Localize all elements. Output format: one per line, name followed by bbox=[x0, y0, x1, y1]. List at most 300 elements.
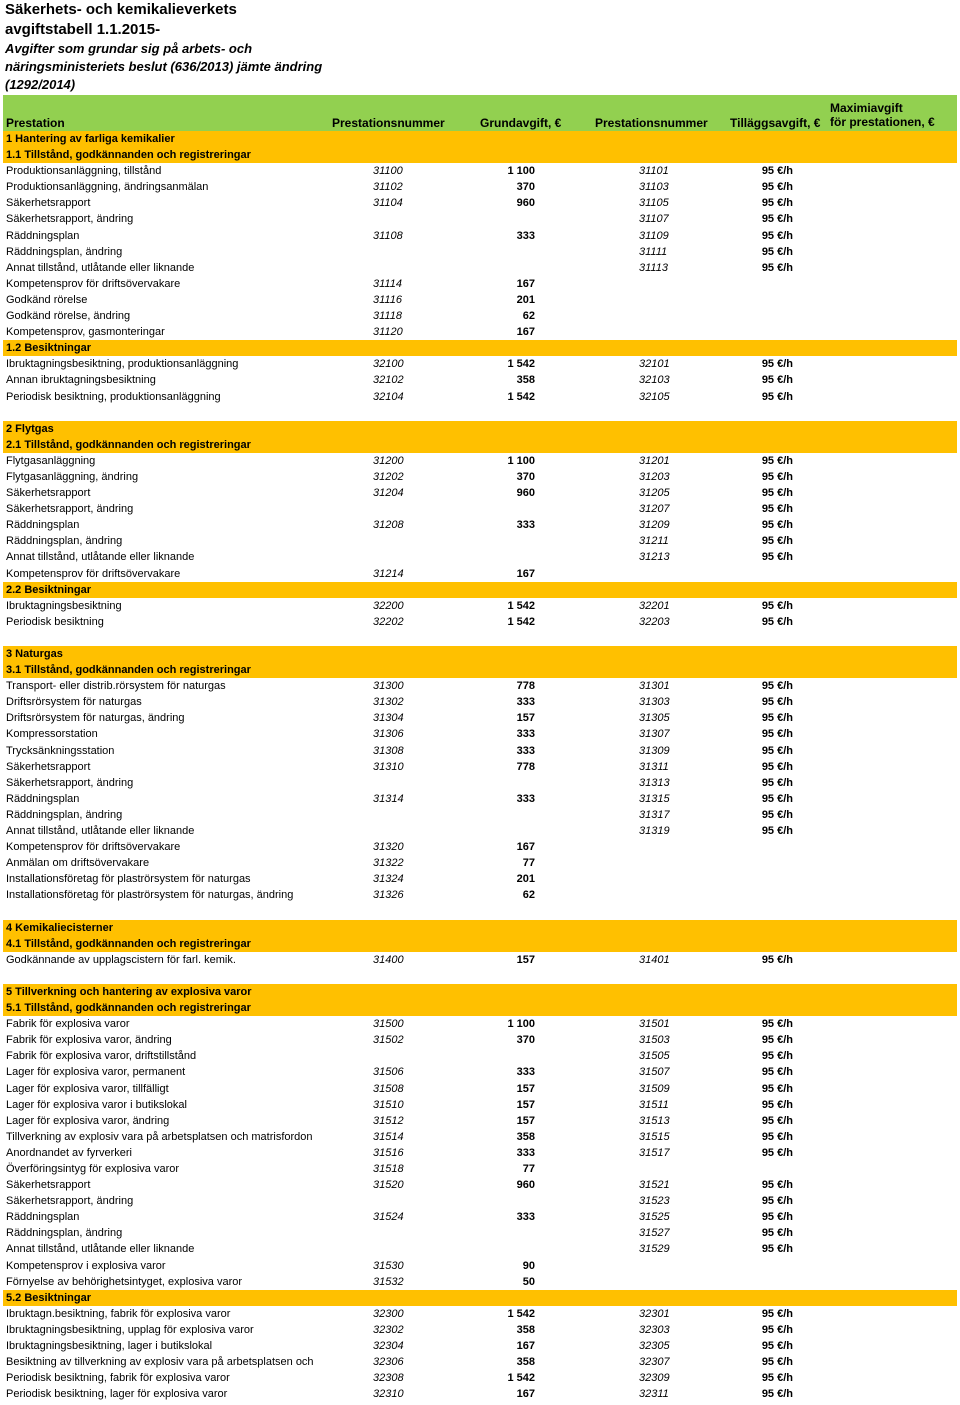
table-row bbox=[3, 839, 957, 855]
tillaggsavgift-cell: 95 €/h bbox=[761, 1114, 793, 1127]
prestationsnummer-cell: 31304 bbox=[373, 712, 404, 725]
prestationsnummer-2-cell: 31315 bbox=[639, 792, 670, 805]
grundavgift-cell: 1 542 bbox=[507, 1372, 535, 1385]
prestationsnummer-2-cell: 31207 bbox=[639, 503, 670, 516]
table-row bbox=[3, 823, 957, 839]
prestation-cell: Transport- eller distrib.rörsystem för naturgas bbox=[6, 680, 226, 693]
tillaggsavgift-cell: 95 €/h bbox=[761, 1018, 793, 1031]
prestationsnummer-cell: 31524 bbox=[373, 1211, 404, 1224]
table-row bbox=[3, 598, 957, 614]
prestationsnummer-2-cell: 32303 bbox=[639, 1323, 670, 1336]
subsection-title: 2.2 Besiktningar bbox=[6, 583, 91, 596]
grundavgift-cell: 157 bbox=[516, 712, 535, 725]
prestation-cell: Säkerhetsrapport, ändring bbox=[6, 213, 134, 226]
prestation-cell: Räddningsplan, ändring bbox=[6, 245, 123, 258]
table-row bbox=[3, 775, 957, 791]
tillaggsavgift-cell: 95 €/h bbox=[761, 261, 793, 274]
prestation-cell: Besiktning av tillverkning av explosiv vara på arbetsplatsen och bbox=[6, 1356, 314, 1369]
grundavgift-cell: 333 bbox=[516, 696, 535, 709]
prestation-cell: Räddningsplan bbox=[6, 792, 80, 805]
grundavgift-cell: 77 bbox=[522, 857, 535, 870]
prestationsnummer-cell: 32104 bbox=[373, 390, 404, 403]
tillaggsavgift-cell: 95 €/h bbox=[761, 953, 793, 966]
section-heading bbox=[3, 984, 957, 1000]
table-row bbox=[3, 179, 957, 195]
table-row bbox=[3, 276, 957, 292]
prestationsnummer-2-cell: 31211 bbox=[639, 535, 669, 548]
table-row bbox=[3, 726, 957, 742]
prestationsnummer-cell: 31114 bbox=[373, 277, 402, 290]
tillaggsavgift-cell: 95 €/h bbox=[761, 599, 793, 612]
prestation-cell: Godkänd rörelse bbox=[6, 293, 88, 306]
prestationsnummer-2-cell: 31107 bbox=[639, 213, 669, 226]
prestationsnummer-2-cell: 32307 bbox=[639, 1356, 670, 1369]
tillaggsavgift-cell: 95 €/h bbox=[761, 454, 793, 467]
section-heading bbox=[3, 920, 957, 936]
grundavgift-cell: 1 100 bbox=[507, 1018, 535, 1031]
grundavgift-cell: 157 bbox=[516, 953, 535, 966]
prestation-cell: Säkerhetsrapport bbox=[6, 1179, 91, 1192]
prestation-cell: Räddningsplan, ändring bbox=[6, 535, 123, 548]
table-row bbox=[3, 566, 957, 582]
prestationsnummer-2-cell: 31103 bbox=[639, 181, 669, 194]
grundavgift-cell: 1 542 bbox=[507, 358, 535, 371]
table-row bbox=[3, 1225, 957, 1241]
table-row bbox=[3, 1274, 957, 1290]
prestation-cell: Driftsrörsystem för naturgas bbox=[6, 696, 142, 709]
prestation-cell: Annat tillstånd, utlåtande eller liknande bbox=[6, 261, 195, 274]
table-row bbox=[3, 678, 957, 694]
grundavgift-cell: 370 bbox=[516, 470, 535, 483]
prestation-cell: Fabrik för explosiva varor, ändring bbox=[6, 1034, 172, 1047]
table-row bbox=[3, 453, 957, 469]
prestationsnummer-cell: 31208 bbox=[373, 519, 404, 532]
prestation-cell: Godkännande av upplagscistern för farl. kemik. bbox=[6, 953, 236, 966]
table-row bbox=[3, 1161, 957, 1177]
prestationsnummer-2-cell: 31309 bbox=[639, 744, 670, 757]
grundavgift-cell: 358 bbox=[516, 374, 535, 387]
grundavgift-cell: 50 bbox=[522, 1275, 535, 1288]
table-row bbox=[3, 1064, 957, 1080]
prestation-cell: Lager för explosiva varor, ändring bbox=[6, 1114, 170, 1127]
prestationsnummer-2-cell: 31205 bbox=[639, 487, 670, 500]
subsection-heading bbox=[3, 662, 957, 678]
prestationsnummer-2-cell: 31529 bbox=[639, 1243, 670, 1256]
prestation-cell: Ibruktagningsbesiktning, produktionsanläggning bbox=[6, 358, 239, 371]
prestationsnummer-cell: 31506 bbox=[373, 1066, 404, 1079]
prestationsnummer-2-cell: 31505 bbox=[639, 1050, 670, 1063]
prestation-cell: Trycksänkningsstation bbox=[6, 744, 115, 757]
prestationsnummer-2-cell: 32203 bbox=[639, 615, 670, 628]
prestationsnummer-cell: 31510 bbox=[373, 1098, 404, 1111]
prestation-cell: Annat tillstånd, utlåtande eller liknande bbox=[6, 825, 195, 838]
table-row bbox=[3, 855, 957, 871]
prestation-cell: Lager för explosiva varor, tillfälligt bbox=[6, 1082, 169, 1095]
prestation-cell: Periodisk besiktning bbox=[6, 615, 104, 628]
tillaggsavgift-cell: 95 €/h bbox=[761, 1050, 793, 1063]
prestationsnummer-cell: 31200 bbox=[373, 454, 404, 467]
prestationsnummer-2-cell: 32311 bbox=[639, 1388, 669, 1401]
prestationsnummer-cell: 31322 bbox=[373, 857, 404, 870]
subsection-title: 1.2 Besiktningar bbox=[6, 342, 91, 355]
prestationsnummer-2-cell: 31515 bbox=[639, 1130, 670, 1143]
prestationsnummer-2-cell: 31111 bbox=[639, 245, 668, 258]
prestation-cell: Räddningsplan bbox=[6, 1211, 80, 1224]
table-row bbox=[3, 791, 957, 807]
grundavgift-cell: 333 bbox=[516, 1146, 535, 1159]
prestationsnummer-cell: 31326 bbox=[373, 889, 404, 902]
prestationsnummer-cell: 31516 bbox=[373, 1146, 404, 1159]
table-row bbox=[3, 694, 957, 710]
tillaggsavgift-cell: 95 €/h bbox=[761, 470, 793, 483]
grundavgift-cell: 201 bbox=[516, 873, 535, 886]
prestation-cell: Driftsrörsystem för naturgas, ändring bbox=[6, 712, 185, 725]
tillaggsavgift-cell: 95 €/h bbox=[761, 744, 793, 757]
prestationsnummer-2-cell: 31201 bbox=[639, 454, 670, 467]
title-line-1: Säkerhets- och kemikalieverkets bbox=[5, 1, 237, 18]
prestationsnummer-2-cell: 31511 bbox=[639, 1098, 669, 1111]
tillaggsavgift-cell: 95 €/h bbox=[761, 374, 793, 387]
subsection-heading bbox=[3, 582, 957, 598]
prestation-cell: Kompressorstation bbox=[6, 728, 98, 741]
prestationsnummer-cell: 31400 bbox=[373, 953, 404, 966]
prestation-cell: Säkerhetsrapport, ändring bbox=[6, 776, 134, 789]
grundavgift-cell: 960 bbox=[516, 487, 535, 500]
prestation-cell: Annat tillstånd, utlåtande eller liknande bbox=[6, 1243, 195, 1256]
tillaggsavgift-cell: 95 €/h bbox=[761, 165, 793, 178]
prestationsnummer-cell: 31324 bbox=[373, 873, 404, 886]
grundavgift-cell: 370 bbox=[516, 1034, 535, 1047]
prestation-cell: Annan ibruktagningsbesiktning bbox=[6, 374, 156, 387]
prestationsnummer-2-cell: 31113 bbox=[639, 261, 668, 274]
grundavgift-cell: 370 bbox=[516, 181, 535, 194]
tillaggsavgift-cell: 95 €/h bbox=[761, 1227, 793, 1240]
prestationsnummer-cell: 31118 bbox=[373, 310, 402, 323]
table-row bbox=[3, 710, 957, 726]
spacer-row bbox=[3, 904, 957, 920]
prestation-cell: Kompetensprov, gasmonteringar bbox=[6, 326, 165, 339]
table-row bbox=[3, 1177, 957, 1193]
grundavgift-cell: 778 bbox=[516, 680, 535, 693]
prestationsnummer-cell: 31116 bbox=[373, 293, 402, 306]
tillaggsavgift-cell: 95 €/h bbox=[761, 696, 793, 709]
fee-table-body bbox=[3, 131, 957, 1402]
grundavgift-cell: 167 bbox=[516, 326, 535, 339]
grundavgift-cell: 1 100 bbox=[507, 454, 535, 467]
grundavgift-cell: 167 bbox=[516, 1388, 535, 1401]
prestationsnummer-cell: 31320 bbox=[373, 841, 404, 854]
prestation-cell: Periodisk besiktning, lager för explosiva varor bbox=[6, 1388, 228, 1401]
grundavgift-cell: 157 bbox=[516, 1098, 535, 1111]
grundavgift-cell: 333 bbox=[516, 519, 535, 532]
grundavgift-cell: 62 bbox=[522, 889, 535, 902]
tillaggsavgift-cell: 95 €/h bbox=[761, 808, 793, 821]
subsection-title: 5.1 Tillstånd, godkännanden och registreringar bbox=[6, 1002, 251, 1015]
prestation-cell: Räddningsplan bbox=[6, 229, 80, 242]
prestation-cell: Säkerhetsrapport bbox=[6, 487, 91, 500]
tillaggsavgift-cell: 95 €/h bbox=[761, 712, 793, 725]
tillaggsavgift-cell: 95 €/h bbox=[761, 181, 793, 194]
spacer-row bbox=[3, 405, 957, 421]
header-maximiavgift-line-2: för prestationen, € bbox=[830, 115, 935, 129]
tillaggsavgift-cell: 95 €/h bbox=[761, 1179, 793, 1192]
subtitle-line-1: Avgifter som grundar sig på arbets- och bbox=[5, 41, 253, 56]
grundavgift-cell: 333 bbox=[516, 792, 535, 805]
subsection-heading bbox=[3, 1000, 957, 1016]
table-row bbox=[3, 1354, 957, 1370]
grundavgift-cell: 62 bbox=[522, 310, 535, 323]
prestation-cell: Säkerhetsrapport bbox=[6, 760, 91, 773]
prestation-cell: Fabrik för explosiva varor, driftstillstånd bbox=[6, 1050, 197, 1063]
grundavgift-cell: 167 bbox=[516, 567, 535, 580]
table-row bbox=[3, 1306, 957, 1322]
table-row bbox=[3, 614, 957, 630]
prestationsnummer-cell: 31518 bbox=[373, 1163, 404, 1175]
prestation-cell: Ibruktagningsbesiktning, lager i butikslokal bbox=[6, 1340, 213, 1353]
table-row bbox=[3, 1241, 957, 1257]
grundavgift-cell: 333 bbox=[516, 728, 535, 741]
prestationsnummer-cell: 31512 bbox=[373, 1114, 404, 1127]
grundavgift-cell: 1 542 bbox=[507, 599, 535, 612]
tillaggsavgift-cell: 95 €/h bbox=[761, 213, 793, 226]
prestationsnummer-cell: 31308 bbox=[373, 744, 404, 757]
table-row bbox=[3, 1097, 957, 1113]
prestationsnummer-cell: 31532 bbox=[373, 1275, 404, 1288]
section-heading bbox=[3, 131, 957, 147]
prestation-cell: Ibruktagningsbesiktning, upplag för explosiva varor bbox=[6, 1323, 254, 1336]
tillaggsavgift-cell: 95 €/h bbox=[761, 535, 793, 548]
grundavgift-cell: 358 bbox=[516, 1356, 535, 1369]
prestationsnummer-2-cell: 32309 bbox=[639, 1372, 670, 1385]
prestationsnummer-2-cell: 31101 bbox=[639, 165, 669, 178]
tillaggsavgift-cell: 95 €/h bbox=[761, 1307, 793, 1320]
prestation-cell: Periodisk besiktning, fabrik för explosiva varor bbox=[6, 1372, 230, 1385]
prestation-cell: Installationsföretag för plaströrsystem för naturgas, ändring bbox=[6, 889, 294, 902]
table-row bbox=[3, 195, 957, 211]
title-line-2: avgiftstabell 1.1.2015- bbox=[5, 21, 161, 38]
prestation-cell: Lager för explosiva varor i butikslokal bbox=[6, 1098, 187, 1111]
prestationsnummer-cell: 31310 bbox=[373, 760, 404, 773]
prestationsnummer-2-cell: 31213 bbox=[639, 551, 670, 564]
prestationsnummer-cell: 32308 bbox=[373, 1372, 404, 1385]
subsection-title: 3.1 Tillstånd, godkännanden och registreringar bbox=[6, 664, 251, 677]
tillaggsavgift-cell: 95 €/h bbox=[761, 358, 793, 371]
prestationsnummer-2-cell: 32301 bbox=[639, 1307, 670, 1320]
prestationsnummer-cell: 31514 bbox=[373, 1130, 404, 1143]
prestationsnummer-cell: 31530 bbox=[373, 1259, 404, 1272]
table-row bbox=[3, 1386, 957, 1402]
tillaggsavgift-cell: 95 €/h bbox=[761, 825, 793, 838]
grundavgift-cell: 90 bbox=[522, 1259, 535, 1272]
table-row bbox=[3, 887, 957, 903]
grundavgift-cell: 1 542 bbox=[507, 390, 535, 403]
tillaggsavgift-cell: 95 €/h bbox=[761, 1372, 793, 1385]
prestation-cell: Anmälan om driftsövervakare bbox=[6, 857, 150, 870]
prestationsnummer-2-cell: 31109 bbox=[639, 229, 669, 242]
prestation-cell: Kompetensprov för driftsövervakare bbox=[6, 277, 181, 290]
table-row bbox=[3, 372, 957, 388]
header-prestationsnummer: Prestationsnummer bbox=[332, 116, 445, 130]
prestation-cell: Förnyelse av behörighetsintyget, explosiva varor bbox=[6, 1275, 243, 1288]
table-row bbox=[3, 1113, 957, 1129]
prestation-cell: Anordnandet av fyrverkeri bbox=[6, 1146, 132, 1159]
table-row bbox=[3, 759, 957, 775]
table-row bbox=[3, 807, 957, 823]
prestationsnummer-2-cell: 31509 bbox=[639, 1082, 670, 1095]
prestationsnummer-cell: 32300 bbox=[373, 1307, 404, 1320]
table-row bbox=[3, 871, 957, 887]
subtitle-line-2: näringsministeriets beslut (636/2013) jämte ändring bbox=[5, 59, 323, 74]
table-row bbox=[3, 469, 957, 485]
prestationsnummer-2-cell: 32105 bbox=[639, 390, 670, 403]
table-row bbox=[3, 1129, 957, 1145]
prestationsnummer-cell: 32202 bbox=[373, 615, 404, 628]
section-title: 2 Flytgas bbox=[6, 422, 54, 435]
tillaggsavgift-cell: 95 €/h bbox=[761, 1082, 793, 1095]
grundavgift-cell: 358 bbox=[516, 1323, 535, 1336]
grundavgift-cell: 333 bbox=[516, 744, 535, 757]
prestation-cell: Annat tillstånd, utlåtande eller liknande bbox=[6, 551, 195, 564]
prestation-cell: Tillverkning av explosiv vara på arbetsplatsen och matrisfordon bbox=[6, 1130, 313, 1143]
prestationsnummer-cell: 32310 bbox=[373, 1388, 404, 1401]
subsection-heading bbox=[3, 147, 957, 163]
prestationsnummer-2-cell: 31313 bbox=[639, 776, 670, 789]
prestationsnummer-2-cell: 31513 bbox=[639, 1114, 670, 1127]
subsection-title: 2.1 Tillstånd, godkännanden och registreringar bbox=[6, 438, 251, 451]
prestation-cell: Flytgasanläggning, ändring bbox=[6, 470, 139, 483]
table-row bbox=[3, 952, 957, 968]
grundavgift-cell: 157 bbox=[516, 1082, 535, 1095]
table-row bbox=[3, 1081, 957, 1097]
subsection-heading bbox=[3, 340, 957, 356]
prestationsnummer-cell: 32302 bbox=[373, 1323, 404, 1336]
subsection-heading bbox=[3, 1290, 957, 1306]
grundavgift-cell: 778 bbox=[516, 760, 535, 773]
subsection-heading bbox=[3, 936, 957, 952]
grundavgift-cell: 960 bbox=[516, 197, 535, 210]
prestationsnummer-cell: 31204 bbox=[373, 487, 404, 500]
table-row bbox=[3, 1338, 957, 1354]
prestation-cell: Produktionsanläggning, ändringsanmälan bbox=[6, 181, 209, 194]
prestation-cell: Installationsföretag för plaströrsystem för naturgas bbox=[6, 873, 251, 886]
table-row bbox=[3, 1032, 957, 1048]
grundavgift-cell: 333 bbox=[516, 1211, 535, 1224]
prestation-cell: Kompetensprov i explosiva varor bbox=[6, 1259, 166, 1272]
grundavgift-cell: 333 bbox=[516, 229, 535, 242]
prestationsnummer-2-cell: 31307 bbox=[639, 728, 670, 741]
prestationsnummer-cell: 32306 bbox=[373, 1356, 404, 1369]
prestationsnummer-2-cell: 31523 bbox=[639, 1195, 670, 1208]
prestationsnummer-cell: 31104 bbox=[373, 197, 403, 210]
prestationsnummer-2-cell: 31503 bbox=[639, 1034, 670, 1047]
prestationsnummer-cell: 32304 bbox=[373, 1340, 404, 1353]
table-row bbox=[3, 1322, 957, 1338]
tillaggsavgift-cell: 95 €/h bbox=[761, 197, 793, 210]
subsection-heading bbox=[3, 437, 957, 453]
subtitle-line-3: (1292/2014) bbox=[5, 77, 76, 92]
section-title: 1 Hantering av farliga kemikalier bbox=[6, 133, 175, 145]
prestation-cell: Ibruktagn.besiktning, fabrik för explosiva varor bbox=[6, 1307, 231, 1320]
tillaggsavgift-cell: 95 €/h bbox=[761, 1066, 793, 1079]
table-row bbox=[3, 1370, 957, 1386]
table-row bbox=[3, 356, 957, 372]
table-row bbox=[3, 244, 957, 260]
prestationsnummer-cell: 32100 bbox=[373, 358, 404, 371]
prestation-cell: Säkerhetsrapport bbox=[6, 197, 91, 210]
prestationsnummer-2-cell: 31501 bbox=[639, 1018, 670, 1031]
grundavgift-cell: 167 bbox=[516, 841, 535, 854]
prestationsnummer-2-cell: 31303 bbox=[639, 696, 670, 709]
table-row bbox=[3, 211, 957, 227]
tillaggsavgift-cell: 95 €/h bbox=[761, 1130, 793, 1143]
prestationsnummer-cell: 31502 bbox=[373, 1034, 404, 1047]
prestationsnummer-cell: 31108 bbox=[373, 229, 403, 242]
prestationsnummer-cell: 31508 bbox=[373, 1082, 404, 1095]
prestationsnummer-2-cell: 31401 bbox=[639, 953, 670, 966]
tillaggsavgift-cell: 95 €/h bbox=[761, 776, 793, 789]
prestation-cell: Räddningsplan, ändring bbox=[6, 808, 123, 821]
prestationsnummer-cell: 31300 bbox=[373, 680, 404, 693]
prestation-cell: Räddningsplan bbox=[6, 519, 80, 532]
spacer-row bbox=[3, 630, 957, 646]
prestationsnummer-cell: 31520 bbox=[373, 1179, 404, 1192]
prestationsnummer-cell: 31214 bbox=[373, 567, 404, 580]
grundavgift-cell: 358 bbox=[516, 1130, 535, 1143]
prestationsnummer-2-cell: 31525 bbox=[639, 1211, 670, 1224]
prestationsnummer-2-cell: 31311 bbox=[639, 760, 669, 773]
tillaggsavgift-cell: 95 €/h bbox=[761, 1243, 793, 1256]
tillaggsavgift-cell: 95 €/h bbox=[761, 1356, 793, 1369]
prestation-cell: Överföringsintyg för explosiva varor bbox=[6, 1163, 180, 1175]
tillaggsavgift-cell: 95 €/h bbox=[761, 728, 793, 741]
section-title: 5 Tillverkning och hantering av explosiva varor bbox=[6, 985, 252, 998]
prestationsnummer-cell: 32102 bbox=[373, 374, 404, 387]
prestationsnummer-cell: 31306 bbox=[373, 728, 404, 741]
prestationsnummer-cell: 31314 bbox=[373, 792, 404, 805]
prestationsnummer-2-cell: 31319 bbox=[639, 825, 670, 838]
table-row bbox=[3, 549, 957, 565]
prestation-cell: Fabrik för explosiva varor bbox=[6, 1018, 130, 1031]
tillaggsavgift-cell: 95 €/h bbox=[761, 1211, 793, 1224]
prestation-cell: Kompetensprov för driftsövervakare bbox=[6, 567, 181, 580]
prestationsnummer-2-cell: 31305 bbox=[639, 712, 670, 725]
section-title: 4 Kemikaliecisterner bbox=[6, 921, 114, 934]
table-row bbox=[3, 501, 957, 517]
subsection-title: 4.1 Tillstånd, godkännanden och registreringar bbox=[6, 937, 251, 950]
prestationsnummer-2-cell: 32305 bbox=[639, 1340, 670, 1353]
tillaggsavgift-cell: 95 €/h bbox=[761, 503, 793, 516]
prestationsnummer-cell: 31302 bbox=[373, 696, 404, 709]
table-row bbox=[3, 1016, 957, 1032]
prestation-cell: Kompetensprov för driftsövervakare bbox=[6, 841, 181, 854]
prestationsnummer-2-cell: 31521 bbox=[639, 1179, 670, 1192]
subsection-title: 5.2 Besiktningar bbox=[6, 1291, 91, 1304]
tillaggsavgift-cell: 95 €/h bbox=[761, 487, 793, 500]
tillaggsavgift-cell: 95 €/h bbox=[761, 245, 793, 258]
tillaggsavgift-cell: 95 €/h bbox=[761, 1388, 793, 1401]
grundavgift-cell: 333 bbox=[516, 1066, 535, 1079]
grundavgift-cell: 201 bbox=[516, 293, 535, 306]
tillaggsavgift-cell: 95 €/h bbox=[761, 1340, 793, 1353]
prestationsnummer-2-cell: 31517 bbox=[639, 1146, 670, 1159]
table-row bbox=[3, 533, 957, 549]
prestationsnummer-cell: 31202 bbox=[373, 470, 404, 483]
table-row bbox=[3, 743, 957, 759]
tillaggsavgift-cell: 95 €/h bbox=[761, 615, 793, 628]
grundavgift-cell: 1 542 bbox=[507, 1307, 535, 1320]
header-prestationsnummer-2: Prestationsnummer bbox=[595, 116, 708, 130]
tillaggsavgift-cell: 95 €/h bbox=[761, 1098, 793, 1111]
